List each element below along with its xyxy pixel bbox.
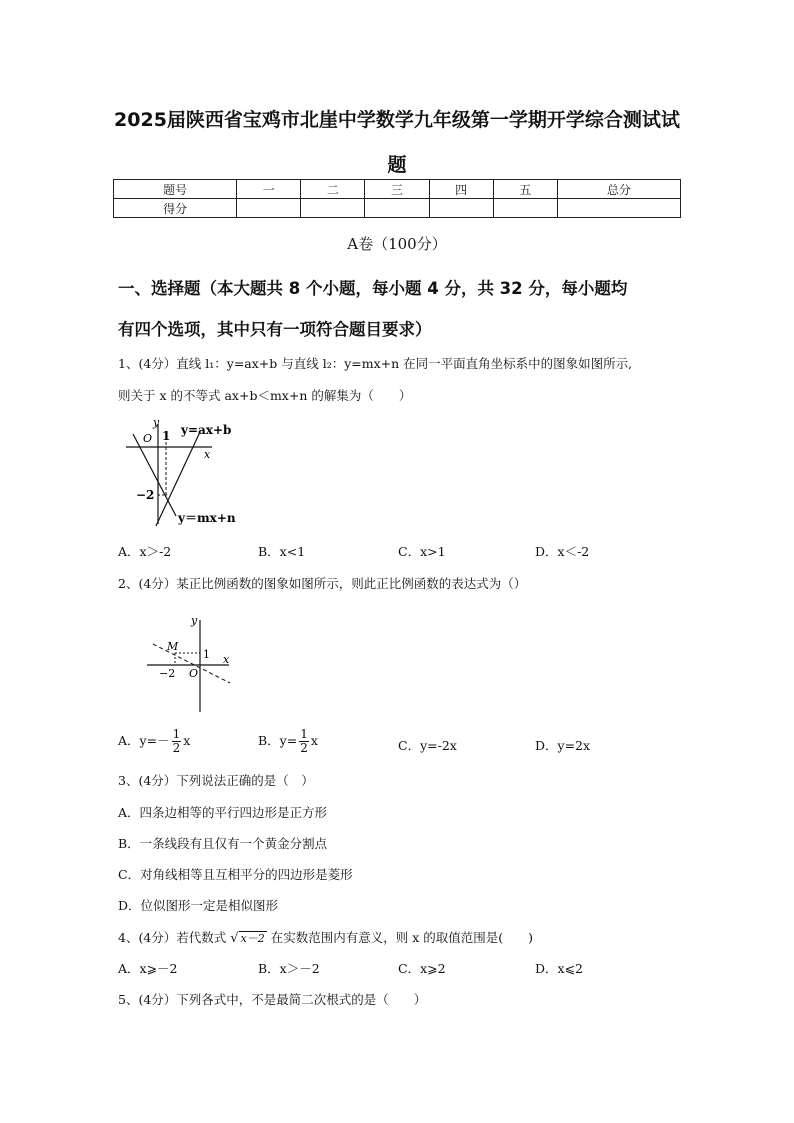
q1-label-l2: y＝mx+n bbox=[178, 511, 236, 525]
q1-label-one: 1 bbox=[162, 429, 171, 443]
q4-stem-post: 在实数范围内有意义，则 x 的取值范围是( ) bbox=[270, 930, 534, 945]
q4-option-a[interactable]: A．x⩾－2 bbox=[118, 961, 178, 976]
q2-label-one: 1 bbox=[203, 648, 210, 661]
q2-option-a-fraction bbox=[172, 728, 182, 755]
q2-figure bbox=[133, 612, 245, 718]
q2-option-b-suffix: x bbox=[310, 733, 318, 748]
q1-option-c[interactable]: C．x>1 bbox=[398, 544, 446, 559]
q2-label-minus2: −2 bbox=[159, 667, 176, 680]
q4-stem bbox=[118, 928, 533, 946]
q3-stem: 3、(4分）下列说法正确的是（ ） bbox=[118, 773, 314, 788]
q2-option-a-prefix: A．y=－ bbox=[118, 733, 170, 748]
score-table bbox=[113, 179, 681, 218]
score-header-cell: 一 bbox=[237, 180, 301, 199]
score-cell bbox=[301, 199, 365, 218]
q1-label-y: y bbox=[153, 418, 160, 429]
q3-option-a[interactable]: A．四条边相等的平行四边形是正方形 bbox=[118, 805, 328, 820]
q4-option-b[interactable]: B．x＞－2 bbox=[258, 961, 320, 976]
q1-figure bbox=[118, 418, 248, 530]
q2-stem: 2、(4分）某正比例函数的图象如图所示，则此正比例函数的表达式为（） bbox=[118, 576, 527, 591]
score-header-cell: 二 bbox=[301, 180, 365, 199]
score-header-cell: 五 bbox=[493, 180, 557, 199]
score-cell bbox=[237, 199, 301, 218]
score-header-cell: 总分 bbox=[557, 180, 680, 199]
q1-line-l2 bbox=[133, 434, 176, 516]
q2-option-d[interactable]: D．y=2x bbox=[535, 738, 591, 753]
q1-stem-line2: 则关于 x 的不等式 ax+b＜mx+n 的解集为（ ） bbox=[118, 388, 412, 403]
q4-radicand: x－2 bbox=[240, 932, 265, 945]
q1-option-b[interactable]: B．x<1 bbox=[258, 544, 306, 559]
q1-label-x: x bbox=[204, 448, 211, 461]
q2-option-b-denominator: 2 bbox=[300, 741, 308, 755]
q2-option-c[interactable]: C．y=-2x bbox=[398, 738, 457, 753]
q2-label-x: x bbox=[223, 653, 230, 666]
section-heading-line1: 一、选择题（本大题共 8 个小题，每小题 4 分，共 32 分，每小题均 bbox=[118, 279, 628, 298]
q2-option-b-numerator: 1 bbox=[300, 727, 308, 741]
score-cell bbox=[557, 199, 680, 218]
section-heading-line2: 有四个选项，其中只有一项符合题目要求） bbox=[118, 320, 432, 339]
q1-label-origin: O bbox=[143, 432, 153, 445]
q3-option-d[interactable]: D．位似图形一定是相似图形 bbox=[118, 898, 279, 913]
score-header-cell: 题号 bbox=[114, 180, 237, 199]
q3-option-c[interactable]: C．对角线相等且互相平分的四边形是菱形 bbox=[118, 867, 353, 882]
q4-stem-pre: 4、(4分）若代数式 bbox=[118, 930, 227, 945]
q2-option-b-fraction bbox=[299, 728, 309, 755]
q1-option-d[interactable]: D．x＜-2 bbox=[535, 544, 590, 559]
score-cell bbox=[365, 199, 429, 218]
q4-option-c[interactable]: C．x⩾2 bbox=[398, 961, 446, 976]
score-table-header-row bbox=[114, 180, 681, 199]
q2-option-a-denominator: 2 bbox=[172, 741, 181, 755]
exam-title-line2: 题 bbox=[387, 154, 407, 176]
score-row-label: 得分 bbox=[114, 199, 237, 218]
q1-option-a[interactable]: A．x＞-2 bbox=[118, 544, 172, 559]
q2-option-a-suffix: x bbox=[183, 733, 191, 748]
exam-title-line1: 2025届陕西省宝鸡市北崖中学数学九年级第一学期开学综合测试试 bbox=[114, 109, 680, 131]
q2-label-m: M bbox=[167, 640, 179, 653]
q2-option-b-prefix: B．y= bbox=[258, 733, 298, 748]
q3-option-b[interactable]: B．一条线段有且仅有一个黄金分割点 bbox=[118, 836, 328, 851]
q2-option-a-numerator: 1 bbox=[172, 727, 181, 741]
score-cell bbox=[493, 199, 557, 218]
q4-sqrt-sign-icon: √ bbox=[230, 931, 239, 946]
volume-heading: A卷（100分） bbox=[347, 235, 447, 253]
q1-label-minus2: −2 bbox=[136, 488, 155, 502]
score-header-cell: 三 bbox=[365, 180, 429, 199]
score-header-cell: 四 bbox=[429, 180, 493, 199]
q1-label-l1: y=ax+b bbox=[181, 423, 232, 437]
score-cell bbox=[429, 199, 493, 218]
q1-stem-line1: 1、(4分）直线 l₁：y=ax+b 与直线 l₂：y=mx+n 在同一平面直角坐标系中的图象如图所示, bbox=[118, 356, 633, 371]
q2-label-y: y bbox=[191, 614, 198, 627]
q5-stem: 5、(4分）下列各式中，不是最简二次根式的是（ ） bbox=[118, 992, 427, 1007]
q2-option-a[interactable] bbox=[118, 728, 190, 755]
q2-option-b[interactable] bbox=[258, 728, 318, 755]
q2-label-origin: O bbox=[189, 667, 199, 680]
score-table-score-row bbox=[114, 199, 681, 218]
q4-option-d[interactable]: D．x⩽2 bbox=[535, 961, 583, 976]
